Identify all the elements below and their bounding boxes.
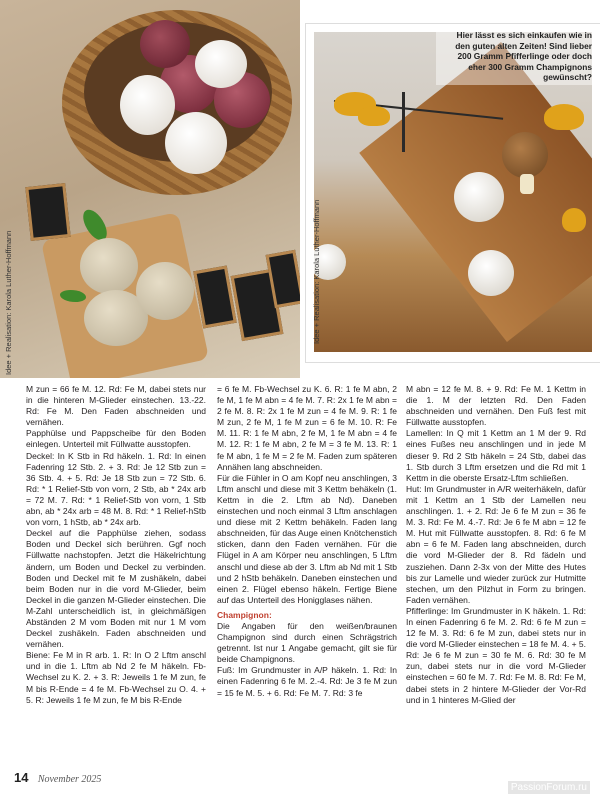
mushroom-stem	[520, 174, 534, 194]
paragraph-hut: Hut: Im Grundmuster in A/R weiterhäkeln, dafür mit 1 Kettm an 1 Stb der Lamellen neu anschlingen. 1. + 2. Rd: Je 6 fe M zun = 36 fe M. 3. Rd: Fe M. 4.-7. Rd: Je 6 fe M abn = 12 fe M. Hut mit Füllwatte ausstopfen. 8. Rd: 6 fe M abn = 6 fe M. Faden lang abschneiden, durch die vord M-Glieder der 8. Rd fädeln und zusziehen. Dann 2-3x von der Mitte des Hutes bis zur Lamelle und wieder zurück zur Hutmitte stechen, um den Pilzhut in Form zu bringen. Faden vernähen.	[406, 483, 586, 605]
garlic-bulb	[165, 112, 227, 174]
scale-post	[402, 92, 405, 152]
photo-basket-garlic	[0, 0, 300, 378]
section-heading-champignon: Champignon:	[217, 609, 272, 620]
garlic-bulb	[120, 75, 175, 135]
red-onion	[140, 20, 190, 68]
crochet-garlic	[136, 262, 194, 320]
page-number: 14	[14, 770, 29, 785]
column-2	[217, 384, 397, 699]
paragraph-fuss: Fuß: Im Grundmuster in A/P häkeln. 1. Rd: In einen Fadenring 6 fe M. 2.-4. Rd: Je 3 fe M zun = 15 fe M. 5. + 6. Rd: Fe M. 7. Rd: 3 fe	[217, 665, 397, 698]
paragraph-pfifferlinge: Pfifferlinge: Im Grundmuster in K häkeln. 1. Rd: In einen Fadenring 6 fe M. 2. Rd: 6 fe M zun = 12 fe M. 3. Rd: 6 fe M zun, dabei stets nur in die vord M-Glieder einstechen = 18 fe M. 4. + 5. Rd: Je 6 fe M zun = 30 fe M. 6. Rd: 30 fe M zun, dabei stets nur in die vord M-Glieder einstechen = 60 fe M. 7. Rd: Fe M. 8. Rd: Fe M, dabei stets in 2 hintere M-Glieder der Vor-Rd und in 1 hinteres M-Glied der	[406, 605, 587, 705]
column-3	[406, 384, 586, 706]
photo-credit: Idee + Realisation: Karola Luther-Hoffmann	[312, 199, 321, 344]
chalkboard-sign	[25, 183, 70, 241]
crochet-white-mushroom	[454, 172, 504, 222]
garlic-bulb	[195, 40, 247, 88]
column-1	[26, 384, 206, 706]
paragraph-lamellen: Lamellen: In Q mit 1 Kettm an 1 M der 9. Rd eines Fußes neu anschlingen und in jede M dieser 9. Rd 2 Stb häkeln = 24 Stb, dabei das 1. Stb durch 3 Lftm ersetzen und die Rd mit 1 Kettm in die oberste Ersatz-Lftm schließen.	[406, 428, 586, 483]
photo-credit: Idee + Realisation: Karola Luther-Hoffmann	[4, 230, 13, 375]
crochet-chanterelle	[358, 106, 390, 126]
instructions-body	[26, 384, 586, 766]
photo-caption: Hier lässt es sich einkaufen wie in den guten alten Zeiten! Sind lieber 200 Gramm Pfifferlinge oder doch eher 300 Gramm Champignons gewünscht?	[436, 28, 596, 85]
paragraph: M zun = 66 fe M. 12. Rd: Fe M, dabei stets nur in die hinteren M-Glieder einstechen. 13.-22. Rd: Fe M. Den Faden abschneiden und vernähen.	[26, 384, 206, 428]
issue-date: November 2025	[37, 774, 102, 785]
photo-mushroom-scale	[306, 24, 600, 362]
paragraph: M abn = 12 fe M. 8. + 9. Rd: Fe M. 1 Kettm in die 1. M der letzten Rd. Den Faden abschneiden und vernähen. Den Fuß fest mit Füllwatte ausstopfen.	[406, 384, 586, 428]
watermark: PassionForum.ru	[508, 781, 590, 794]
paragraph-biene: Biene: Fe M in R arb. 1. R: In O 2 Lftm anschl und in die 1. Lftm ab Nd 2 fe M häkeln. Fb-Wechsel zu K. 2. + 3. R: Jeweils 1 fe M zun, fe M bis R-Ende = 4 fe M. Fb-Wechsel zu O. 4. + 5. R: Jeweils 1 fe M zun, fe M bis R-Ende	[26, 650, 206, 705]
crochet-garlic	[80, 238, 138, 294]
crochet-brown-mushroom	[502, 132, 548, 178]
paragraph: Die Angaben für den weißen/braunen Champignon sind durch einen Schrägstrich getrennt. Ist nur 1 Angabe gemacht, gilt sie für beide Champignons.	[217, 620, 397, 665]
crochet-chanterelle	[562, 208, 586, 232]
paragraph: Papphülse und Pappscheibe für den Boden einlegen. Unterteil mit Füllwatte ausstopfen.	[26, 428, 206, 450]
paragraph: Für die Fühler in O am Kopf neu anschlingen, 3 Lftm anschl und diese mit 3 Kettm behäkeln (1. Kettm in die 2. Lftm ab Nd). Daneben einstechen und noch einmal 3 Lftm anschlagen und diese mit 2 Kettm behäkeln. Faden lang abschneiden, für das Auge einen Knötchenstich sticken, dann den Faden vernähen. Für die Flügel in A am Körper neu anschlingen, 5 Lftm anschl und diese ab der 3. Lftm ab Nd mit 1 Stb und 2 hStb behäkeln. Daneben einstechen und einen 2. Flügel ebenso häkeln. Fertige Biene auf das Unterteil des Honigglases nähen.	[217, 472, 397, 605]
crochet-white-mushroom	[468, 250, 514, 296]
paragraph: = 6 fe M. Fb-Wechsel zu K. 6. R: 1 fe M abn, 2 fe M, 1 fe M abn = 4 fe M. 7. R: 2x 1 fe M abn = 2 fe M. 8. R: 2x 1 fe M zun = 4 fe M. 9. R: 1 fe M zun, 2 fe M, 1 fe M zun = 6 fe M. 10. R: Fe M. 11. R: 1 fe M abn, 2 fe M, 1 fe M abn = 4 fe M. 12. R: 1 fe M abn, 2 fe M = 3 fe M. 13. R: 1 fe M abn, 1 fe M = 2 fe M. Faden zum späteren Annähen lang abschneiden.	[217, 384, 397, 472]
page-footer	[14, 770, 101, 785]
crochet-chanterelle	[544, 104, 584, 130]
paragraph-deckel: Deckel: In K Stb in Rd häkeln. 1. Rd: In einen Fadenring 12 Stb. 2. + 3. Rd: Je 12 Stb zun = 36 Stb. 4. + 5. Rd: Je 18 Stb zun = 72 Stb. 6. Rd: * 1 Relief-Stb von vorn, 2 Stb, ab * 24x arb = 72 M. 7. Rd: * 1 Relief-Stb von vorn, 1 Stb abn, ab * 24x arb = 48 M. 8. Rd: * 1 Relief-hStb von vorn, 1 hStb, ab * 24x arb.	[26, 450, 206, 528]
paragraph: Deckel auf die Papphülse ziehen, sodass Boden und Deckel sich berühren. Ggf noch Füllwatte nachstopfen. Jetzt die Häkelrichtung ändern, um Boden und Deckel zu verbinden. Boden und Deckel mit fe M zushäkeln, dabei beim Boden nur in die vord M-Glieder, beim Deckel in die ganzen M-Glieder einstechen. Die M-Zahl unterscheidlich ist, in gleichmäßigen Abständen 2 M vom Boden mit nur 1 M vom Deckel zushäkeln. Faden abschneiden und vernähen.	[26, 528, 206, 650]
